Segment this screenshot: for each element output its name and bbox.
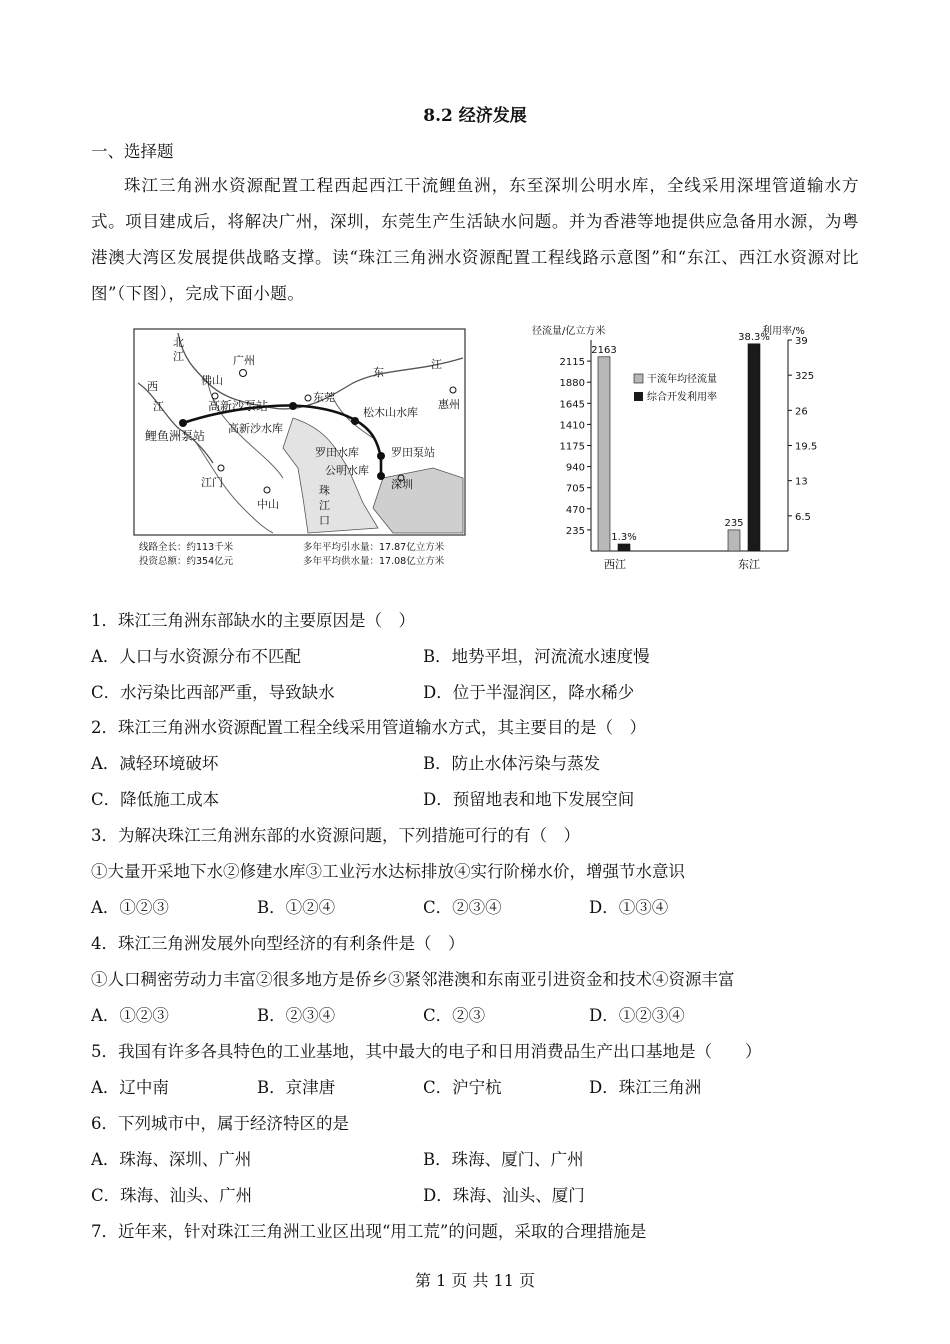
gaoxinsha-station-point — [289, 402, 297, 410]
route-map-figure — [133, 328, 466, 572]
x-tick-label: 西江 — [604, 558, 626, 571]
y-tick-label-right: 19.5 — [795, 441, 818, 453]
map-footer-supply: 多年平均供水量：17.08亿立方米 — [303, 556, 445, 567]
map-footer-intake: 多年平均引水量：17.87亿立方米 — [303, 542, 445, 553]
q4-option-c[interactable]: C．②③ — [423, 1006, 486, 1025]
luotian-point — [377, 452, 385, 460]
q3-option-a[interactable]: A．①②③ — [91, 898, 169, 917]
gongming-point — [377, 472, 385, 480]
map-label: 高新沙泵站 — [208, 399, 269, 413]
chart-bar — [748, 344, 760, 551]
question-5-stem: 5．我国有许多各具特色的工业基地，其中最大的电子和日用消费品生产出口基地是（ ） — [91, 1042, 762, 1061]
map-label: 江 — [153, 400, 164, 413]
chart-data-label: 38.3% — [738, 331, 770, 343]
legend-label-rate: 综合开发利用率 — [647, 392, 717, 403]
map-label: 西 — [147, 380, 158, 393]
q2-option-a[interactable]: A．减轻环境破坏 — [91, 754, 219, 773]
chart-bar — [618, 544, 630, 551]
y-tick-label-left: 1645 — [559, 399, 585, 411]
q3-option-d[interactable]: D．①③④ — [589, 898, 669, 917]
question-2-stem: 2．珠江三角洲水资源配置工程全线采用管道输水方式，其主要目的是（ ） — [91, 718, 646, 737]
map-label: 公明水库 — [325, 464, 369, 477]
map-label: 北 — [173, 336, 184, 349]
map-label: 江 — [319, 499, 330, 512]
section-heading: 一、选择题 — [91, 142, 174, 161]
q4-option-b[interactable]: B．②③④ — [257, 1006, 336, 1025]
intro-paragraph: 珠江三角洲水资源配置工程西起西江干流鲤鱼洲，东至深圳公明水库，全线采用深埋管道输水方式。项目建成后，将解决广州，深圳，东莞生产生活缺水问题。并为香港等地提供应急备用水源，为粤港澳大湾区发展提供战略支撑。读“珠江三角洲水资源配置工程线路示意图”和“东江、西江水资源对比图”（下图），完成下面小题。 — [91, 176, 859, 303]
chart-ylabel-left: 径流量/亿立方米 — [532, 326, 606, 337]
map-footer-investment: 投资总额：约354亿元 — [139, 556, 234, 567]
chart-data-label: 2163 — [591, 344, 617, 356]
y-tick-label-right: 325 — [795, 371, 815, 383]
page-title: 8.2 经济发展 — [423, 106, 527, 126]
y-tick-label-right: 13 — [795, 476, 808, 488]
route-map — [133, 328, 466, 572]
map-label: 佛山 — [201, 374, 223, 387]
y-tick-label-left: 1410 — [559, 420, 585, 432]
question-3-stem: 3．为解决珠江三角洲东部的水资源问题，下列措施可行的有（ ） — [91, 826, 580, 845]
legend-label-runoff: 干流年均径流量 — [647, 374, 717, 385]
map-label: 江 — [173, 350, 184, 363]
question-4-stem: 4．珠江三角洲发展外向型经济的有利条件是（ ） — [91, 934, 465, 953]
q5-option-c[interactable]: C．沪宁杭 — [423, 1078, 502, 1097]
page-footer: 第 1 页 共 11 页 — [415, 1271, 535, 1290]
q5-option-b[interactable]: B．京津唐 — [257, 1078, 336, 1097]
y-tick-label-right: 6.5 — [795, 511, 811, 523]
y-tick-label-left: 235 — [565, 525, 585, 537]
chart-svg — [530, 318, 830, 576]
q6-option-a[interactable]: A．珠海、深圳、广州 — [91, 1150, 252, 1169]
q1-option-a[interactable]: A．人口与水资源分布不匹配 — [91, 647, 301, 666]
liyuzhou-station-point — [179, 419, 187, 427]
y-tick-label-right: 26 — [795, 406, 808, 418]
legend-swatch-runoff — [634, 374, 643, 383]
q1-option-c[interactable]: C．水污染比西部严重，导致缺水 — [91, 683, 335, 702]
question-6-stem: 6．下列城市中，属于经济特区的是 — [91, 1114, 349, 1133]
y-tick-label-right: 39 — [795, 336, 808, 347]
x-tick-label: 东江 — [738, 558, 760, 571]
chart-data-label: 235 — [724, 517, 744, 529]
map-label: 深圳 — [391, 478, 413, 491]
q3-option-b[interactable]: B．①②④ — [257, 898, 336, 917]
sea-area — [373, 468, 463, 533]
map-label: 罗田泵站 — [391, 446, 435, 459]
chart-ylabel-right: 利用率/% — [762, 326, 805, 337]
map-label: 口 — [319, 514, 330, 527]
q4-option-d[interactable]: D．①②③④ — [589, 1006, 685, 1025]
map-label: 江 — [431, 358, 442, 371]
map-label: 罗田水库 — [315, 446, 359, 459]
question-7-stem: 7．近年来，针对珠江三角洲工业区出现“用工荒”的问题，采取的合理措施是 — [91, 1222, 647, 1241]
q5-option-d[interactable]: D．珠江三角洲 — [589, 1078, 702, 1097]
map-label: 东莞 — [313, 391, 335, 404]
y-tick-label-left: 470 — [565, 504, 585, 516]
question-3-statements: ①大量开采地下水②修建水库③工业污水达标排放④实行阶梯水价，增强节水意识 — [91, 862, 685, 881]
map-footer-length: 线路全长：约113千米 — [139, 542, 234, 553]
q2-option-d[interactable]: D．预留地表和地下发展空间 — [423, 790, 635, 809]
q2-option-b[interactable]: B．防止水体污染与蒸发 — [423, 754, 601, 773]
chart-bar — [728, 530, 740, 551]
q5-option-a[interactable]: A．辽中南 — [91, 1078, 169, 1097]
question-4-statements: ①人口稠密劳动力丰富②很多地方是侨乡③紧邻港澳和东南亚引进资金和技术④资源丰富 — [91, 970, 735, 989]
map-label: 东 — [373, 366, 384, 379]
y-tick-label-left: 1175 — [559, 441, 585, 453]
q6-option-c[interactable]: C．珠海、汕头、广州 — [91, 1186, 253, 1205]
y-tick-label-left: 940 — [565, 462, 585, 474]
map-label: 广州 — [233, 354, 255, 367]
map-label: 中山 — [257, 498, 279, 511]
map-label: 江门 — [201, 476, 223, 489]
q3-option-c[interactable]: C．②③④ — [423, 898, 502, 917]
map-label: 松木山水库 — [363, 406, 418, 419]
q1-option-b[interactable]: B．地势平坦，河流流水速度慢 — [423, 647, 650, 666]
chart-data-label: 1.3% — [611, 531, 637, 543]
map-label: 惠州 — [438, 398, 460, 411]
chart-bar — [598, 357, 610, 551]
water-comparison-chart — [530, 318, 830, 576]
map-label: 珠 — [319, 484, 330, 497]
songmushan-point — [351, 417, 359, 425]
q2-option-c[interactable]: C．降低施工成本 — [91, 790, 220, 809]
question-1-stem: 1．珠江三角洲东部缺水的主要原因是（ ） — [91, 611, 415, 630]
legend-swatch-rate — [634, 392, 643, 401]
q4-option-a[interactable]: A．①②③ — [91, 1006, 169, 1025]
y-tick-label-left: 2115 — [559, 357, 585, 369]
y-tick-label-left: 1880 — [559, 378, 585, 390]
q6-option-b[interactable]: B．珠海、厦门、广州 — [423, 1150, 584, 1169]
q1-option-d[interactable]: D．位于半湿润区，降水稀少 — [423, 683, 635, 702]
q6-option-d[interactable]: D．珠海、汕头、厦门 — [423, 1186, 585, 1205]
map-label: 高新沙水库 — [228, 422, 283, 435]
y-tick-label-left: 705 — [565, 483, 585, 495]
map-label: 鲤鱼洲泵站 — [145, 429, 206, 443]
